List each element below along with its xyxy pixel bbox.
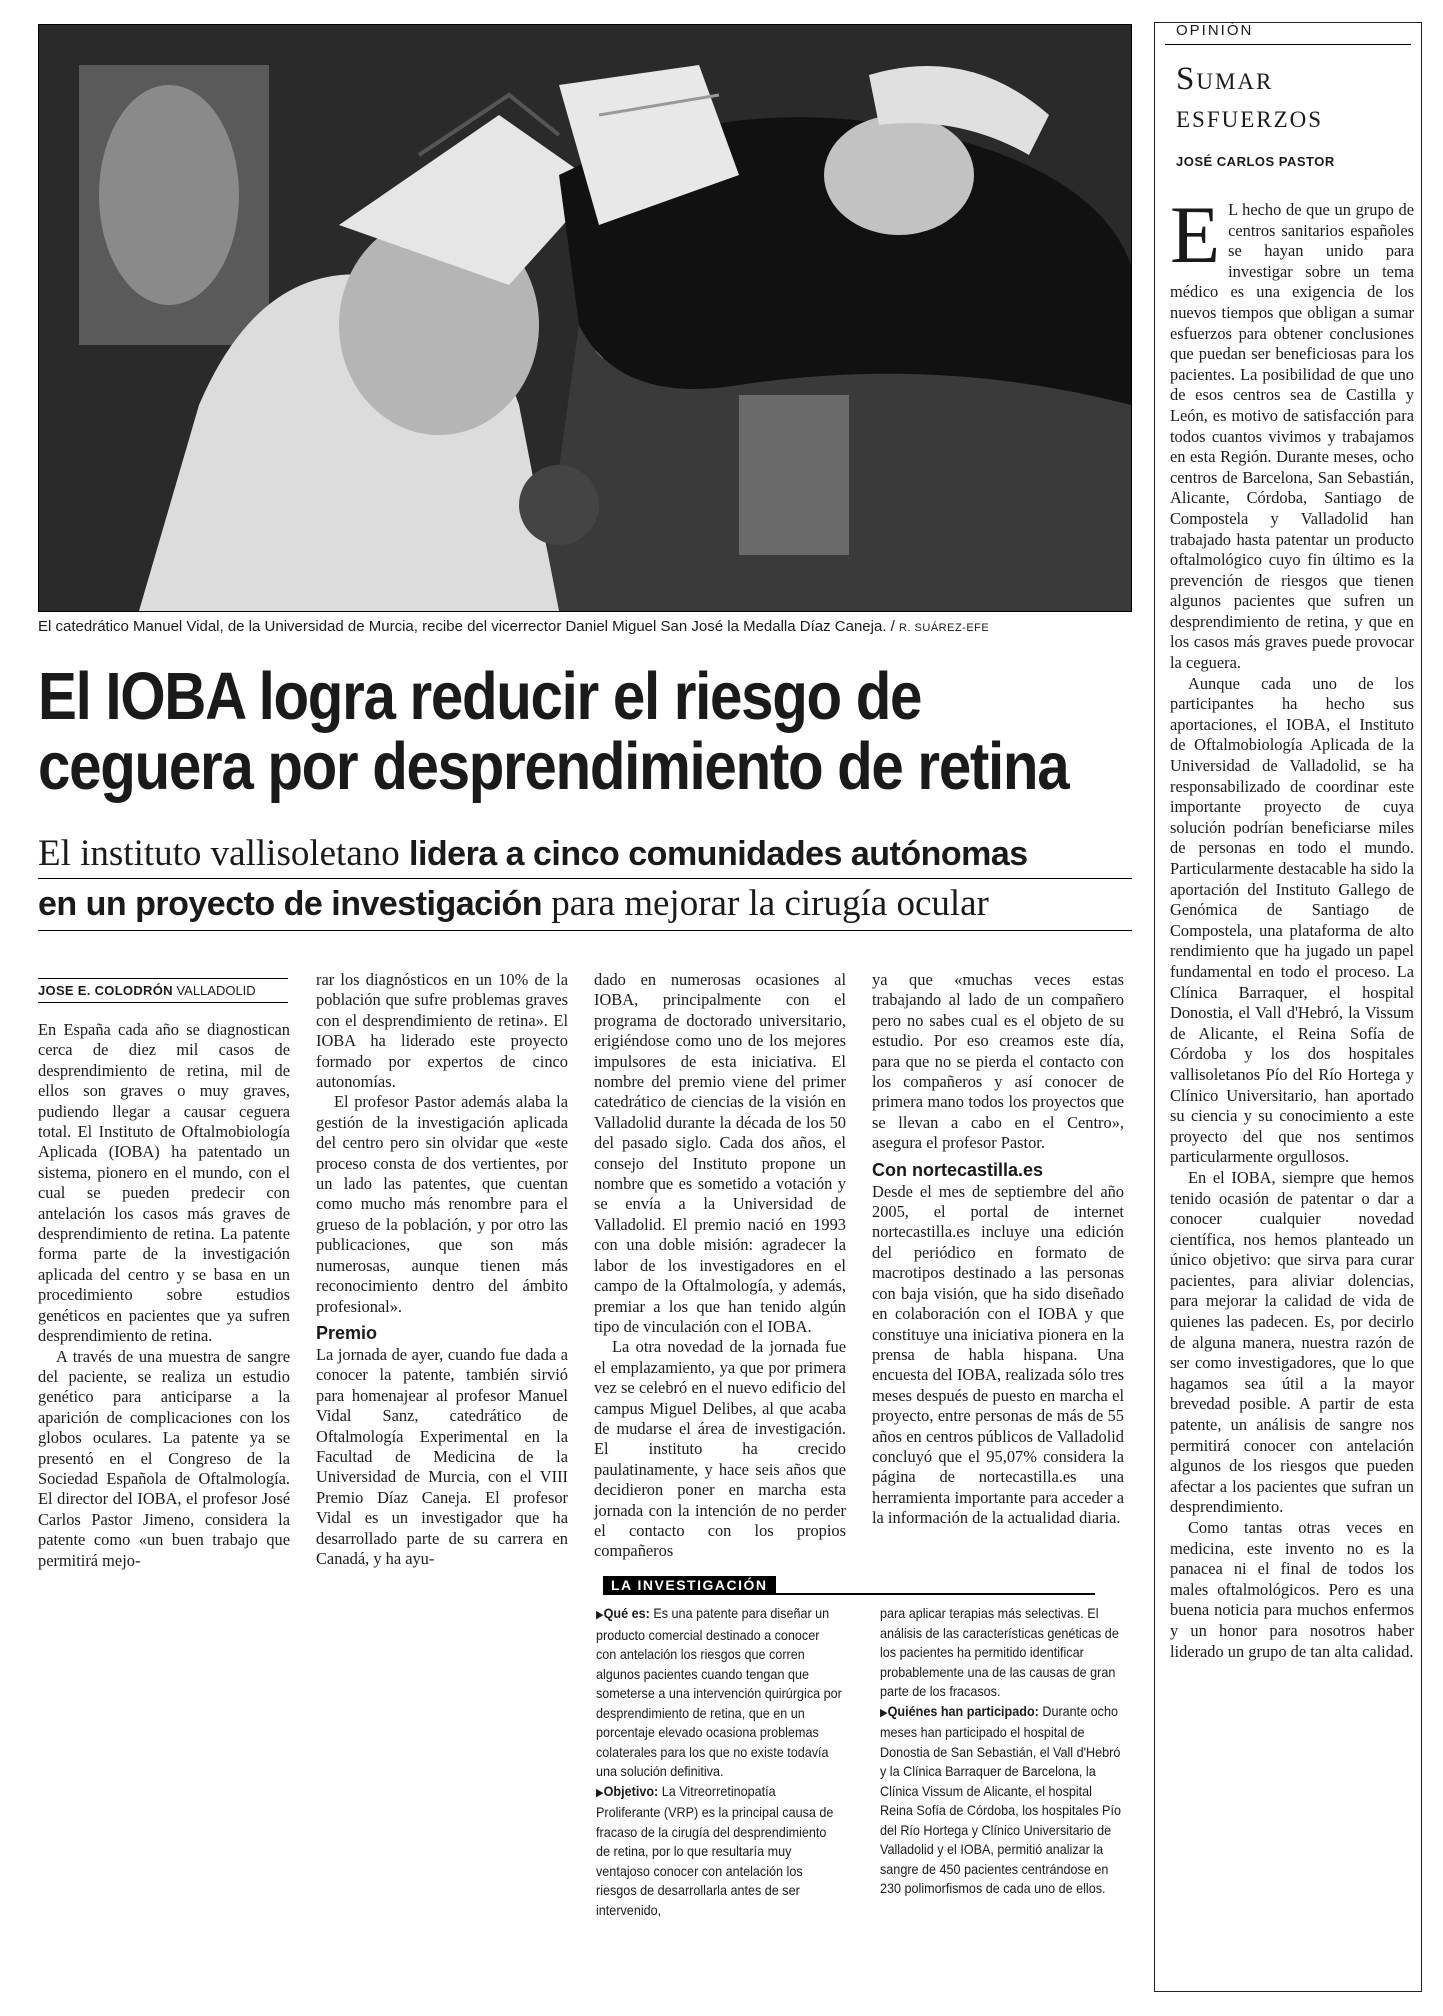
opinion-title [1176,60,1416,136]
opinion-author: JOSÉ CARLOS PASTOR [1176,154,1335,169]
paragraph: En España cada año se diagnostican cerca de diez mil casos de desprendimiento de retina, mil de ellos son graves o muy graves, pudiendo llegar a causar ceguera total. El Instituto de Oftalmobiología Aplicada (IOBA) ha patentado un sistema, pionero en el mundo, con el cual se pueden predecir con antelación los casos más graves de desprendimiento de retina. La patente forma parte de la investigación aplicada del centro y se basa en un procedimiento sobre estudios genéticos en pacientes que ya sufren desprendimiento de retina. [38,1020,290,1346]
paragraph: dado en numerosas ocasiones al IOBA, principalmente con el programa de doctorado universitario, erigiéndose como uno de los mejores impulsores de esta iniciativa. El nombre del premio viene del primer catedrático de ciencias de la visión en Valladolid durante la década de los 50 del pasado siglo. Cada dos años, el consejo del Instituto propone un nombre que es sometido a votación y se envía a la Universidad de Valladolid. El premio nació en 1993 con una doble misión: agradecer la labor de los investigadores en el campo de la Oftalmología, y además, premiar a los que han tenido algún tipo de vinculación con el IOBA. [594,970,846,1336]
triangle-bullet-icon: ▶ [880,1706,888,1719]
headline [38,659,1130,804]
triangle-bullet-icon: ▶ [596,1609,604,1621]
subheading-premio: Premio [316,1322,378,1343]
deck-divider [38,878,1132,879]
article-column-2 [316,970,568,1569]
box-column-2 [880,1604,1125,1899]
paragraph: rar los diagnósticos en un 10% de la población que sufre problemas graves con el desprendimiento de retina». El IOBA ha liderado este proyecto formado por expertos de cinco autonomías. [316,970,568,1092]
paragraph: A través de una muestra de sangre del paciente, se realiza un estudio genético para anticiparse a la aparición de complicaciones con los globos oculares. La patente ya se presentó en el Congreso de la Sociedad Española de Oftalmología. El director del IOBA, el profesor José Carlos Pastor Jimeno, considera la patente como «un buen trabajo que permitirá mejo- [38,1346,290,1570]
article-column-1 [38,1020,290,1571]
deck-line2-bold: en un proyecto de investigación [38,885,543,923]
opinion-title-line1: Sumar [1176,61,1274,97]
opinion-body [1170,189,1414,1662]
photo-credit: R. SUÁREZ-EFE [899,622,990,634]
triangle-bullet-icon: ▶ [596,1786,604,1799]
paragraph: El profesor Pastor además alaba la gestión de la investigación aplicada del centro pero sin olvidar que «este proceso consta de dos vertientes, por un lado las patentes, que cuentan como mucho más renombre para el grueso de la población, y por otro las publicaciones, que son más numerosas, aunque tienen más reconocimiento dentro del ámbito profesional». [316,1092,568,1316]
box-label: LA INVESTIGACIÓN [603,1576,776,1594]
headline-line-2: ceguera por desprendimiento de retina [38,729,1069,804]
caption-text: El catedrático Manuel Vidal, de la Universidad de Murcia, recibe del vicerrector Daniel Miguel San José la Medalla Díaz Caneja. / [38,618,895,635]
opinion-paragraph-1: E L hecho de que un grupo de centros sanitarios españoles se hayan unido para investigar sobre un tema médico es una exigencia de los nuevos tiempos que obligan a sumar esfuerzos para obtener conclusiones que puedan ser beneficiosas para los pacientes. La posibilidad de que uno de esos centros sea de Castilla y León, es motivo de satisfacción para todos cuantos vivimos y trabajamos en esta Región. Durante meses, ocho centros de Barcelona, San Sebastián, Alicante, Córdoba, Santiago de Compostela y Valladolid han trabajado hasta patentar un producto oftalmológico cuyo fin último es la prevención de riesgos que tienen algunos pacientes que sufren un desprendimiento de retina, y que en los casos más graves puede provocar la ceguera. [1170,189,1414,673]
deck-line1-bold: lidera a cinco comunidades autónomas [409,835,1028,873]
deck-line1-regular: El instituto vallisoletano [38,833,409,874]
box-item-que-es: ▶Qué es: Es una patente para diseñar un producto comercial destinado a conocer con antelación los riesgos que corren algunos pacientes cuando tengan que someterse a una intervención quirúrgica por desprendimiento de retina, que en un porcentaje elevado ocasiona problemas colaterales para los que no existe todavía una solución definitiva. [596,1605,842,1779]
opinion-tag-rule [1165,44,1411,45]
subheading-nortecastilla: Con nortecastilla.es [872,1159,1044,1180]
article-column-3 [594,970,846,1562]
box-item-objetivo: ▶Objetivo: La Vitreorretinopatía Proliferante (VRP) es la principal causa de fracaso de la cirugía del desprendimiento de retina, por lo que resultaría muy ventajoso conocer con antelación los riesgos de desarrollarla antes de ser intervenido, [596,1782,834,1918]
paragraph: La otra novedad de la jornada fue el emplazamiento, ya que por primera vez se celebró en el nuevo edificio del campus Miguel Delibes, al que acaba de mudarse el área de investigación. El instituto ha crecido paulatinamente, y hace seis años que decidieron poner en marcha esta jornada con la intención de no perder el contacto con los propios compañeros [594,1337,846,1561]
byline-author: JOSE E. COLODRÓN [38,983,173,998]
box-item-participantes: ▶Quiénes han participado: Durante ocho meses han participado el hospital de Donostia de San Sebastián, el Vall d'Hebró y la Clínica Barraquer de Barcelona, la Clínica Vissum de Alicante, el hospital Reina Sofía de Córdoba, los hospitales Pío del Río Hortega y Clínico Universitario de Valladolid y el IOBA, permitió analizar la sangre de 450 pacientes centrándose en 230 polimorfismos de cada uno de ellos. [880,1702,1121,1896]
paragraph: ya que «muchas veces estas trabajando al lado de un compañero pero no sabes cual es el objeto de su estudio. Por eso creamos este día, para que no se pierda el contacto con los compañeros y así conocer de primera mano todos los proyectos que se llevan a cabo en el Centro», asegura el profesor Pastor. [872,970,1124,1153]
opinion-paragraph-3: En el IOBA, siempre que hemos tenido ocasión de patentar o dar a conocer cualquier novedad científica, nos hemos planteado un único objetivo: que sirva para curar pacientes, para aliviar dolencias, para mejorar la calidad de vida de quienes las padecen. Es, por decirlo de alguna manera, nuestra razón de ser como investigadores, que lo que hagamos sea útil a la mayor brevedad posible. A partir de esta patente, un análisis de sangre nos permitirá conocer con antelación algunos de los riesgos que pueden afectar a los pacientes que sufran un desprendimiento. [1170,1167,1414,1517]
byline [38,978,288,1003]
opinion-title-line2: esfuerzos [1176,99,1324,135]
box-rule [603,1593,1095,1595]
byline-place: VALLADOLID [172,983,256,998]
deck-divider-bottom [38,930,1132,931]
box-column-1 [596,1604,843,1920]
opinion-tag: OPINIÓN [1176,22,1254,39]
headline-line-1: El IOBA logra reducir el riesgo de [38,659,922,734]
deck [38,832,1130,926]
drop-cap: E [1170,189,1221,280]
article-column-4 [872,970,1124,1529]
paragraph: Desde el mes de septiembre del año 2005, el portal de internet nortecastilla.es incluye una edición del periódico en formato de macrotipos destinado a las personas con baja visión, que ha sido diseñado en colaboración con el IOBA y que constituye una iniciativa pionera en la prensa de habla hispana. Una encuesta del IOBA, realizada sólo tres meses después de puesto en marcha el proyecto, entre personas de más de 55 años en centros públicos de Valladolid concluyó que el 95,07% considera la página de nortecastilla.es una herramienta importante para acceder a la información de la actualidad diaria. [872,1181,1124,1528]
deck-line2-regular: para mejorar la cirugía ocular [542,883,989,924]
photo-caption [38,618,1130,637]
opinion-paragraph-4: Como tantas otras veces en medicina, este invento no es la panacea ni el final de todos los males oftalmológicos. Pero es una buena noticia para muchos enfermos y un honor para nosotros haber liderado un grupo de tan alta calidad. [1170,1518,1414,1661]
news-photo [38,24,1132,612]
opinion-paragraph-2: Aunque cada uno de los participantes ha hecho sus aportaciones, el IOBA, el Instituto de Oftalmobiología Aplicada de la Universidad de Valladolid, se ha responsabilizado de coordinar este importante proyecto de cuya solución podrían beneficiarse miles de personas en todo el mundo. Particularmente destacable ha sido la aportación del Instituto Gallego de Genómica de Santiago de Compostela, una plataforma de alto rendimiento que ha jugado un papel fundamental en todo el proceso. La Clínica Barraquer, el hospital Donostia, el Vall d'Hebró, la Vissum de Alicante, el Reina Sofía de Córdoba y los dos hospitales vallisoletanos Pío del Río Hortega y Clínico Universitario, han aportado su ciencia y su conocimiento a este proyecto del que nos sentimos particularmente orgullosos. [1170,673,1414,1167]
paragraph: La jornada de ayer, cuando fue dada a conocer la patente, también sirvió para homenajear al profesor Manuel Vidal Sanz, catedrático de Oftalmología Experimental en la Facultad de Medicina de la Universidad de Murcia, con el VIII Premio Díaz Caneja. El profesor Vidal es un investigador que ha desarrollado parte de su carrera en Canadá, y ha ayu- [316,1344,568,1568]
box-item-objetivo-cont: para aplicar terapias más selectivas. El análisis de las características genéticas de los pacientes ha permitido identificar probablemente una de las causas de gran parte de los fracasos. [880,1605,1119,1699]
